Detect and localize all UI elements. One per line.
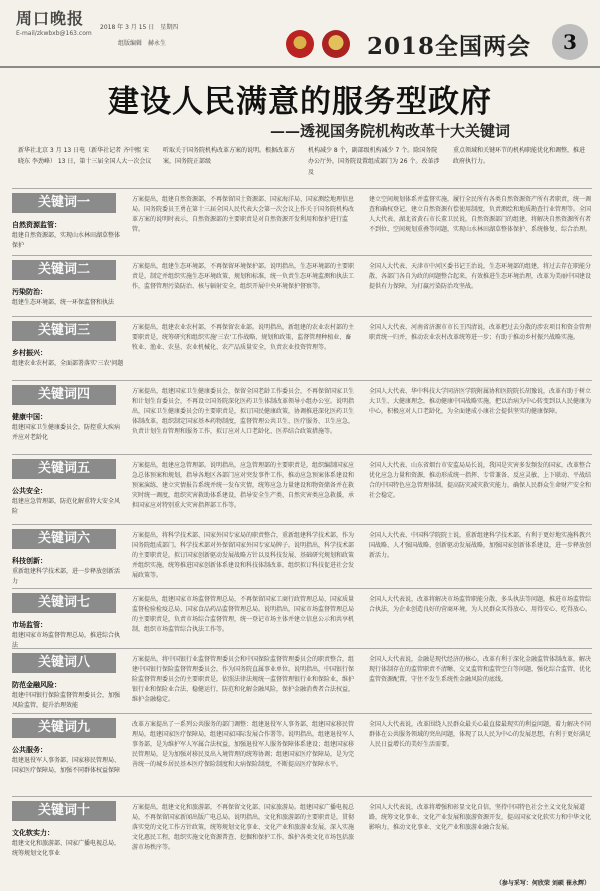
keyword-body (132, 531, 592, 581)
keyword-label: 关键词七 (12, 593, 116, 613)
keyword-sidebar (12, 529, 124, 587)
keyword-sidebar (12, 801, 124, 859)
keyword-section (12, 188, 592, 255)
intro-column: 听取关于国务院机构改革方案的说明。根据改革方案，国务院正部级 (163, 147, 296, 165)
keyword-body-column: 方案提出，组建应急管理部。说明指出，应急管理部的主要职责是，组织编制国家应急总体预案和规划，指导各地区各部门应对突发事件工作，推动应急预案体系建设和预案演练，建立灾情报告系统并统一发布灾情，统筹应急力量建设和物资储备并在救灾时统一调度，组织灾害救助体系建设，指导安全生产类、自然灾害类应急救援，承担国家应对特别重大灾害指挥部工作等。 (132, 462, 355, 509)
keyword-body-column: 建立空间规划体系并监督实施，履行全民所有各类自然资源资产所有者职责，统一调查和确权登记，建立自然资源有偿使用制度，负责测绘和地质勘查行业管理等。全国人大代表、湖北省黄石市长董卫民说，自然资源部门的组建，将解决自然资源所有者不到位、空间规划重叠等问题，实现山水林田湖草整体保护、系统修复、综合治理。 (369, 196, 592, 233)
keyword-label: 关键词三 (12, 321, 116, 341)
keyword-body-column: 方案提出，组建国家市场监督管理总局，不再保留国家工商行政管理总局、国家质量监督检验检疫总局、国家食品药品监督管理总局。说明指出，国家市场监督管理总局的主要职责是，负责市场综合监督管理，统一登记市场主体并建立信息公示和共享机制，组织市场监管综合执法工作等。 (132, 596, 355, 633)
keyword-summary: 组建中国银行保险监督管理委员会，加强风险监管，提升治理效能 (12, 692, 121, 709)
reporting-credit: （参与采写：何欣荣 刘硕 崔永辉） (495, 880, 590, 887)
keyword-body (132, 387, 592, 437)
keyword-body-column: 方案提出，组建自然资源部，不再保留国土资源部、国家海洋局、国家测绘地理信息局。国务院委员王勇在第十三届全国人民代表大会第一次会议上作关于国务院机构改革方案的说明时表示，自然资源部的主要职责是对自然资源开发利用和保护进行监管。 (132, 196, 355, 233)
keyword-section (12, 380, 592, 454)
keyword-summary: 组建国家市场监督管理总局，推进综合执法 (12, 632, 121, 648)
keyword-label: 关键词八 (12, 653, 116, 673)
keyword-body-column: 方案提出，将科学技术部、国家外国专家局的职责整合，重新组建科学技术部，作为国务院组成部门。科学技术部对外保留国家外国专家局牌子。说明指出，科学技术部的主要职责是，拟订国家创新驱动发展战略方针以及科技发展、基础研究规划和政策并组织实施，统筹推进国家创新体系建设和科技体制改革，组织拟订科技促进社会发展政策等。 (132, 532, 355, 579)
page-header (0, 0, 600, 68)
keyword-summary: 重新组建科学技术部，进一步释放创新活力 (12, 568, 121, 585)
keyword-body-column: 全国人大代表、华中科技大学同济医学院附属协和医院院长胡豫说，改革有助于树立大卫生、大健康理念，推动健康中国战略实施，把以治病为中心转变到以人民健康为中心，积极应对人口老龄化，为全面建成小康社会提供坚实的健康保障。 (369, 388, 592, 415)
keyword-body-column: 方案提出，将中国银行业监督管理委员会和中国保险监督管理委员会的职责整合，组建中国银行保险监督管理委员会，作为国务院直属事业单位。说明指出，中国银行保险监督管理委员会的主要职责是，依照法律法规统一监督管理银行业和保险业，维护银行业和保险业合法、稳健运行，防范和化解金融风险，保护金融消费者合法权益，维护金融稳定。 (132, 656, 355, 703)
keyword-label: 关键词一 (12, 193, 116, 213)
article-intro (18, 145, 588, 185)
national-emblem-icon (286, 30, 314, 58)
keyword-topic: 公共安全： (12, 487, 47, 495)
keyword-topic: 文化软实力： (12, 829, 54, 837)
keyword-body-column: 全国人大代表说，改革将增强和彰显文化自信，坚持中国特色社会主义文化发展道路，统筹文化事业、文化产业发展和旅游资源开发，提高国家文化软实力和中华文化影响力，推动文化事业、文化产业和旅游业融合发展。 (369, 804, 592, 831)
keyword-section (12, 316, 592, 380)
masthead-email: E-mail/zkwbxb@163.com (16, 30, 92, 37)
keyword-topic: 科技创新： (12, 557, 47, 565)
keyword-body-column: 方案提出，组建文化和旅游部，不再保留文化部、国家旅游局。组建国家广播电视总局，不再保留国家新闻出版广电总局。说明指出，文化和旅游部的主要职责是，贯彻落实党的文化工作方针政策，统筹规划文化事业、文化产业和旅游业发展，深入实施文化惠民工程，组织实施文化资源普查、挖掘和保护工作，维护各类文化市场包括旅游市场秩序等。 (132, 804, 355, 851)
keyword-body-column: 全国人大代表、中国科学院院士说，重新组建科学技术部，有利于更好地实施科教兴国战略、人才强国战略、创新驱动发展战略，加强国家创新体系建设，进一步释放创新活力。 (369, 532, 592, 559)
keyword-label: 关键词十 (12, 801, 116, 821)
keyword-section (12, 796, 592, 884)
keyword-topic: 防范金融风险： (12, 681, 61, 689)
keyword-section (12, 255, 592, 316)
keyword-topic: 公共服务： (12, 746, 47, 754)
issue-date: 2018 年 3 月 15 日 星期四 (100, 24, 179, 31)
keyword-body (132, 461, 592, 511)
keyword-body-column: 方案提出，组建农业农村部，不再保留农业部。说明指出，新组建的农业农村部的主要职责是，统筹研究和组织实施'三农'工作战略、规划和政策，监督管理种植业、畜牧业、渔业、农垦、农业机械化、农产品质量安全，负责农业投资管理等。 (132, 324, 355, 351)
keyword-topic: 市场监管： (12, 621, 47, 629)
intro-column: 重点领域和关键环节的机构职能优化和调整，推进政府执行力。 (453, 147, 586, 165)
keyword-sidebar (12, 193, 124, 251)
keyword-summary: 组建自然资源部，实现山水林田湖草整体保护 (12, 232, 121, 249)
editor-credit: 组版编辑 赫永生 (118, 40, 167, 47)
keyword-sidebar (12, 653, 124, 711)
section-title: 2018全国两会 (367, 33, 532, 60)
keyword-topic: 自然资源监管： (12, 221, 61, 229)
keyword-body-column: 全国人大代表、天津市中河区委书记王治说，生态环境部的组建，将过去存在职能分散、各部门各自为政的问题整合起来，有效推进生态环境治理，改革为美丽中国建设提供有力保障，为打赢污染防治攻坚战。 (369, 263, 592, 290)
keyword-body (132, 803, 592, 853)
keyword-summary: 组建退役军人事务部、国家移民管理局、国家医疗保障局，加强不同群体权益保障 (12, 757, 121, 774)
keyword-body (132, 323, 592, 353)
keyword-section (12, 524, 592, 588)
keyword-section (12, 454, 592, 524)
keyword-summary: 组建国家卫生健康委员会，防控重大疾病并应对老龄化 (12, 424, 121, 441)
intro-column: 机构减少 8 个，副部级机构减少 7 个。除国务院办公厅外，国务院设置组成部门为 26 个。改革涉及 (308, 147, 440, 176)
keyword-topic: 健康中国： (12, 413, 47, 421)
keyword-sidebar (12, 593, 124, 648)
keyword-section (12, 588, 592, 648)
keyword-section (12, 648, 592, 713)
keyword-label: 关键词二 (12, 260, 116, 280)
keyword-sidebar (12, 321, 124, 369)
keyword-summary: 组建应急管理部，防范化解重特大安全风险 (12, 498, 121, 515)
keyword-sidebar (12, 260, 124, 308)
keyword-body-column: 全国人大代表、山东省烟台市安监局局长说，我国是灾害多发频发的国家，改革整合优化应急力量和资源，推动形成统一指挥、专常兼备、反应灵敏、上下联动、平战结合的中国特色应急管理体制，提高防灾减灾救灾能力，确保人民群众生命财产安全和社会稳定。 (369, 462, 592, 499)
keyword-label: 关键词六 (12, 529, 116, 549)
main-headline: 建设人民满意的服务型政府 (108, 84, 492, 120)
keyword-label: 关键词五 (12, 459, 116, 479)
masthead-logo: 周口晚报 (16, 9, 85, 28)
keyword-body-column: 全国人大代表说，改革将解决市场监管职能分散、多头执法等问题，推进市场监管综合执法，为企业创造良好的营商环境，为人民群众买得放心、用得安心、吃得放心。 (369, 596, 592, 613)
keyword-body-column: 全国人大代表说，改革围绕人民群众最关心最直接最现实的利益问题，着力解决不同群体在公共服务领域的突出问题，体现了以人民为中心的发展思想，有利于更好满足人民日益增长的美好生活需要。 (369, 721, 592, 748)
keyword-body (132, 195, 592, 235)
keyword-summary: 组建生态环境部，统一环保监督和执法 (12, 299, 115, 306)
keyword-body-column: 全国人大代表说，金融是现代经济的核心，改革有利于深化金融监管体制改革，解决现行体制存在的监管职责不清晰、交叉监管和监管空白等问题，强化综合监管，优化监管资源配置，守住不发生系统性金融风险的底线。 (369, 656, 592, 683)
intro-column: 新华社北京 3 月 13 日电（新华社记者 齐中熙 宋晓东 李劲峰） 13 日，第十三届全国人大一次会议 (18, 147, 152, 165)
keyword-summary: 组建文化和旅游部、国家广播电视总局，统筹规划文化事业 (12, 840, 121, 857)
keyword-body-column: 方案提出，组建国家卫生健康委员会，保留全国老龄工作委员会，不再保留国家卫生和计划生育委员会，不再设立国务院深化医药卫生体制改革领导小组办公室。说明指出，国家卫生健康委员会的主要职责是，拟订国民健康政策，协调推进深化医药卫生体制改革，组织制定国家基本药物制度，监督管理公共卫生、医疗服务、卫生应急，负责计划生育管理和服务工作，拟订应对人口老龄化、医养结合政策措施等。 (132, 388, 355, 435)
subheadline: ——透视国务院机构改革十大关键词 (270, 122, 511, 140)
keyword-label: 关键词四 (12, 385, 116, 405)
keyword-body (132, 720, 592, 770)
page-number-badge: 3 (552, 24, 588, 60)
party-emblem-icon (322, 30, 350, 58)
keyword-body-column: 改革方案提出了一系列公共服务的部门调整：组建退役军人事务部，组建国家移民管理局，组建国家医疗保障局，组建国家国际发展合作署等。说明指出，组建退役军人事务部，是为维护军人军属合法权益，加强退役军人服务保障体系建设；组建国家移民管理局，是为加强对移民及出入境管理的统筹协调；组建国家医疗保障局，是为完善统一的城乡居民基本医疗保险制度和大病保险制度，不断提高医疗保障水平。 (132, 721, 355, 768)
keyword-body (132, 262, 592, 292)
keyword-body-column: 全国人大代表、河南省济源市市长王四清说，改革把过去分散的涉农项目和资金管理职责统一归并，推动农业农村改革统筹进一步；有助于推动乡村振兴战略实施。 (369, 324, 592, 341)
keyword-sidebar (12, 459, 124, 517)
keyword-body (132, 595, 592, 635)
keyword-sidebar (12, 385, 124, 443)
keyword-body (132, 655, 592, 705)
keyword-sidebar (12, 718, 124, 776)
keyword-section (12, 713, 592, 796)
keyword-topic: 乡村振兴： (12, 349, 47, 357)
keyword-label: 关键词九 (12, 718, 116, 738)
keyword-summary: 组建农业农村部，全面部署落实'三农'问题 (12, 360, 124, 367)
keyword-body-column: 方案提出，组建生态环境部，不再保留环境保护部。说明指出，生态环境部的主要职责是，制定并组织实施生态环境政策、规划和标准，统一负责生态环境监测和执法工作，监督管理污染防治、核与辐射安全，组织开展中央环境保护督察等。 (132, 263, 355, 290)
keyword-topic: 污染防治： (12, 288, 47, 296)
